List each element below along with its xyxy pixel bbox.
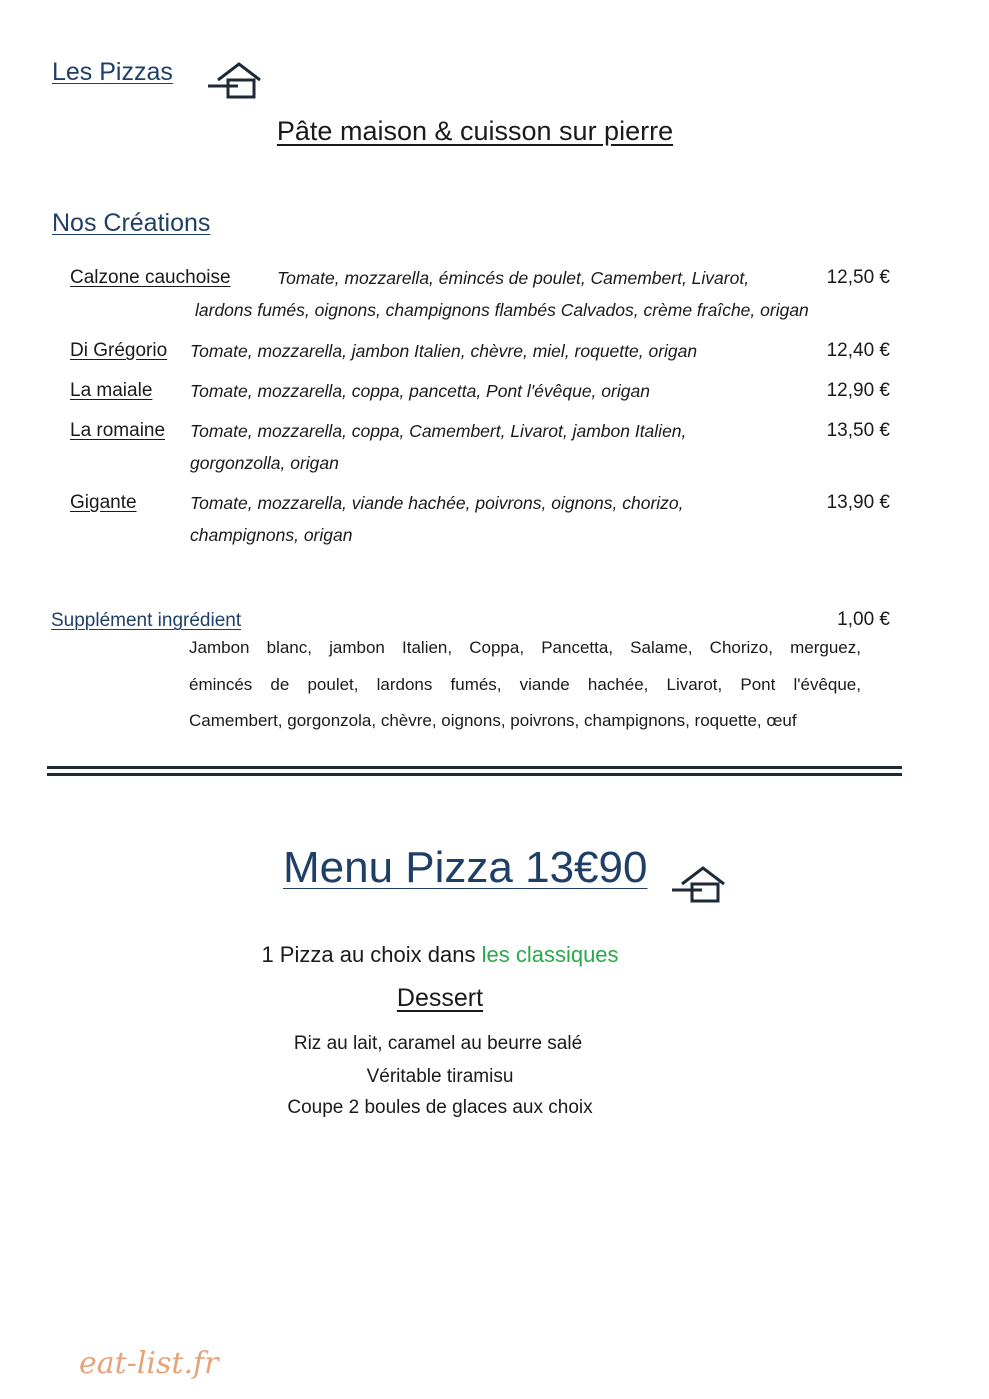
watermark: eat-list.fr xyxy=(79,1346,219,1381)
item-price-la-maiale: 12,90 € xyxy=(826,380,890,401)
dessert-item-3: Coupe 2 boules de glaces aux choix xyxy=(287,1097,593,1118)
menu-pizza-link[interactable]: les classiques xyxy=(481,942,619,967)
item-desc-gigante-2: champignons, origan xyxy=(190,525,353,545)
dessert-item-1: Riz au lait, caramel au beurre salé xyxy=(293,1033,583,1054)
item-desc-la-maiale: Tomate, mozzarella, coppa, pancetta, Pont l'évêque, origan xyxy=(190,381,650,401)
item-desc-la-romaine-1: Tomate, mozzarella, coppa, Camembert, Livarot, jambon Italien, xyxy=(190,421,687,441)
menu-pizza-text: 1 Pizza au choix dans xyxy=(261,942,482,967)
home-icon[interactable] xyxy=(208,58,264,100)
item-name-gigante: Gigante xyxy=(70,492,137,513)
supplement-price: 1,00 € xyxy=(837,609,890,630)
menu-pizza-line xyxy=(0,942,880,968)
item-name-la-maiale: La maiale xyxy=(70,380,153,401)
dessert-item-2: Véritable tiramisu xyxy=(366,1066,514,1087)
item-price-di-gregorio: 12,40 € xyxy=(826,340,890,361)
menu-title[interactable]: Menu Pizza 13€90 xyxy=(283,843,648,892)
item-price-gigante: 13,90 € xyxy=(826,492,890,513)
supplement-line-3: Camembert, gorgonzola, chèvre, oignons, poivrons, champignons, roquette, œuf xyxy=(189,711,797,730)
item-name-di-gregorio: Di Grégorio xyxy=(70,340,168,361)
divider-top xyxy=(47,766,902,769)
page-subtitle: Pâte maison & cuisson sur pierre xyxy=(276,116,674,146)
home-icon-menu[interactable] xyxy=(672,862,728,904)
supplement-line-2: émincés de poulet, lardons fumés, viande hachée, Livarot, Pont l'évêque, xyxy=(189,675,861,694)
item-name-calzone: Calzone cauchoise xyxy=(70,267,231,288)
item-desc-la-romaine-2: gorgonzolla, origan xyxy=(190,453,339,473)
creations-title: Nos Créations xyxy=(52,209,211,237)
item-desc-calzone-2: lardons fumés, oignons, champignons flambés Calvados, crème fraîche, origan xyxy=(195,300,809,320)
item-desc-gigante-1: Tomate, mozzarella, viande hachée, poivrons, oignons, chorizo, xyxy=(190,493,684,513)
item-desc-di-gregorio: Tomate, mozzarella, jambon Italien, chèvre, miel, roquette, origan xyxy=(190,341,698,361)
divider-bottom xyxy=(47,773,902,776)
supplement-line-1: Jambon blanc, jambon Italien, Coppa, Pancetta, Salame, Chorizo, merguez, xyxy=(189,638,861,657)
item-price-calzone: 12,50 € xyxy=(826,267,890,288)
dessert-title: Dessert xyxy=(396,984,484,1012)
section-label-les-pizzas[interactable]: Les Pizzas xyxy=(52,58,173,86)
item-desc-calzone-1: Tomate, mozzarella, émincés de poulet, Camembert, Livarot, xyxy=(277,268,750,288)
item-name-la-romaine: La romaine xyxy=(70,420,166,441)
supplement-title[interactable]: Supplément ingrédient xyxy=(51,610,242,631)
item-price-la-romaine: 13,50 € xyxy=(826,420,890,441)
